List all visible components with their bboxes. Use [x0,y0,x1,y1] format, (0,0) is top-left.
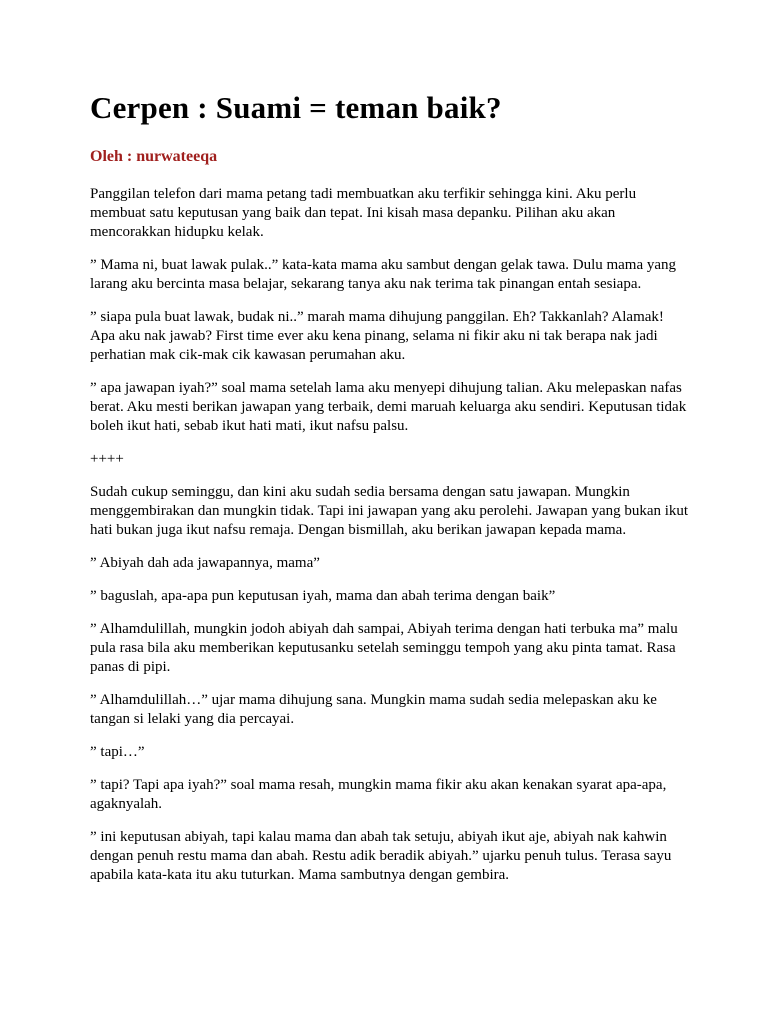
paragraph: ” Mama ni, buat lawak pulak..” kata-kata mama aku sambut dengan gelak tawa. Dulu mama yang larang aku bercinta masa belajar, sekarang tanya aku nak terima tak pinangan entah sesiapa. [90,257,677,292]
paragraph: ” tapi? Tapi apa iyah?” soal mama resah, mungkin mama fikir aku akan kenakan syarat apa-apa, agaknyalah. [90,777,667,812]
paragraph: ” Alhamdulillah…” ujar mama dihujung sana. Mungkin mama sudah sedia melepaskan aku ke tangan si lelaki yang dia percayai. [90,692,657,727]
paragraph: ” apa jawapan iyah?” soal mama setelah lama aku menyepi dihujung talian. Aku melepaskan nafas berat. Aku mesti berikan jawapan yang terbaik, demi maruah keluarga aku sendiri. Keputusan tidak boleh ikut hati, sebab ikut hati mati, ikut nafsu palsu. [90,380,687,434]
paragraph: ” ini keputusan abiyah, tapi kalau mama dan abah tak setuju, abiyah ikut aje, abiyah nak kahwin dengan penuh restu mama dan abah. Restu adik beradik abiyah.” ujarku penuh tulus. Terasa sayu apabila kata-kata itu aku tuturkan. Mama sambutnya dengan gembira. [90,829,672,883]
paragraph: ” baguslah, apa-apa pun keputusan iyah, mama dan abah terima dengan baik” [90,588,556,604]
paragraph: ” Abiyah dah ada jawapannya, mama” [90,555,320,571]
document-title: Cerpen : Suami = teman baik? [90,90,502,125]
story-body [90,185,708,885]
paragraph: ” siapa pula buat lawak, budak ni..” marah mama dihujung panggilan. Eh? Takkanlah? Alamak! Apa aku nak jawab? First time ever aku kena pinang, selama ni fikir aku ni tak berapa nak jadi perhatian mak cik-mak cik kawasan perumahan aku. [90,309,664,363]
section-separator: ++++ [90,451,124,467]
paragraph: ” Alhamdulillah, mungkin jodoh abiyah dah sampai, Abiyah terima dengan hati terbuka ma” malu pula rasa bila aku memberikan keputusanku setelah seminggu tempoh yang aku pinta tamat. Rasa panas di pipi. [90,621,678,675]
paragraph: ” tapi…” [90,744,145,760]
paragraph: Sudah cukup seminggu, dan kini aku sudah sedia bersama dengan satu jawapan. Mungkin menggembirakan dan mungkin tidak. Tapi ini jawapan yang aku perolehi. Jawapan yang bukan ikut hati bukan juga ikut nafsu remaja. Dengan bismillah, aku berikan jawapan kepada mama. [90,484,689,538]
author-byline: Oleh : nurwateeqa [90,148,218,165]
paragraph: Panggilan telefon dari mama petang tadi membuatkan aku terfikir sehingga kini. Aku perlu membuat satu keputusan yang baik dan tepat. Ini kisah masa depanku. Pilihan aku akan mencorakkan hidupku kelak. [90,186,637,240]
